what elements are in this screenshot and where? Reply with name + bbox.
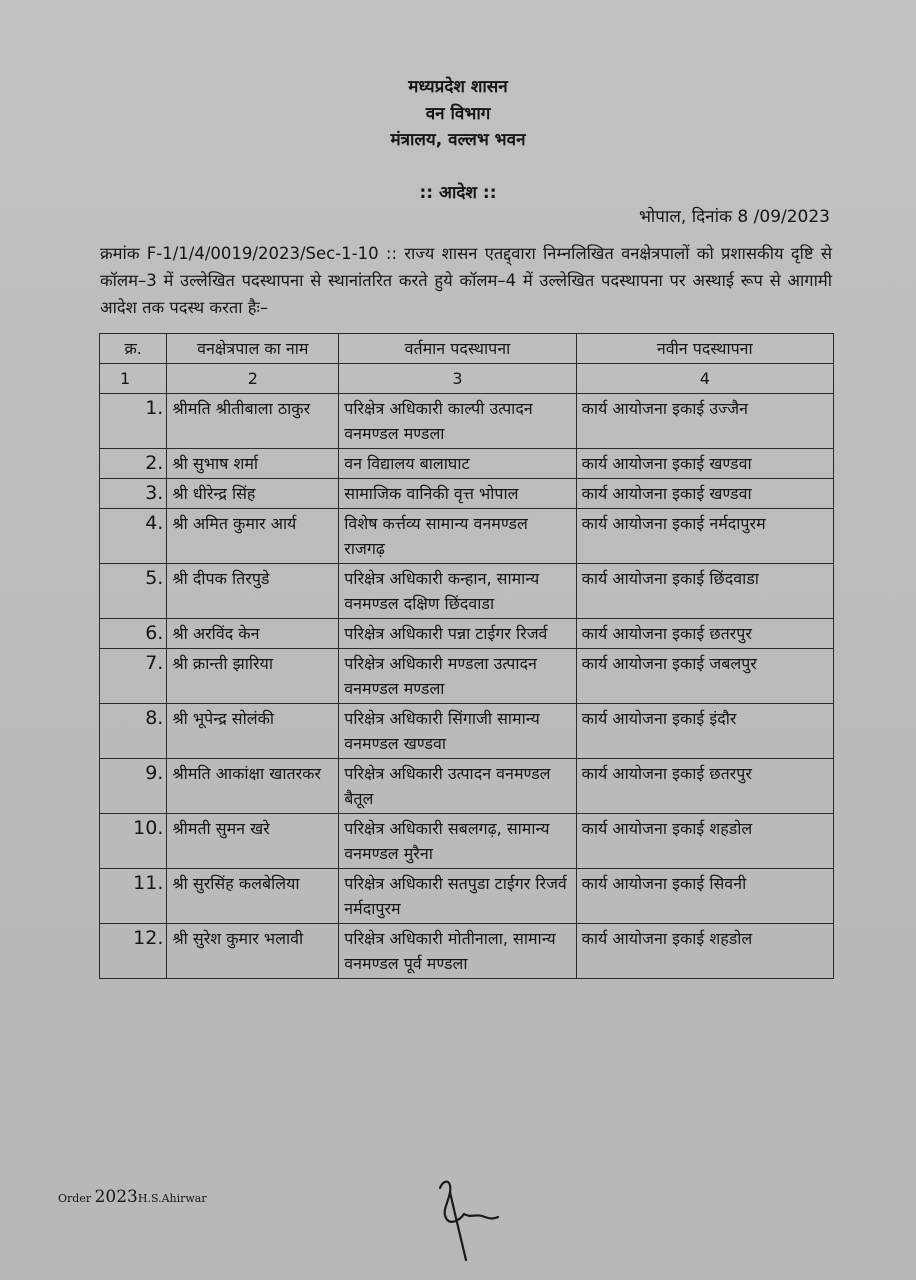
row-sno: 4.: [100, 509, 167, 564]
footer-reference: [58, 1187, 207, 1207]
table-row: [100, 649, 834, 704]
table-row: [100, 479, 834, 509]
row-name: श्री सुरसिंह कलबेलिया: [167, 869, 339, 924]
row-name: श्री धीरेन्द्र सिंह: [167, 479, 339, 509]
footer-prefix: Order: [58, 1192, 92, 1205]
row-name: श्रीमति श्रीतीबाला ठाकुर: [167, 394, 339, 449]
col-number: 2: [167, 364, 339, 394]
row-current-posting: परिक्षेत्र अधिकारी कन्हान, सामान्य वनमण्डल दक्षिण छिंदवाडा: [339, 564, 576, 619]
signature-icon: [430, 1170, 510, 1265]
row-name: श्री अमित कुमार आर्य: [167, 509, 339, 564]
header-current-posting: वर्तमान पदस्थापना: [339, 334, 576, 364]
row-new-posting: कार्य आयोजना इकाई जबलपुर: [576, 649, 833, 704]
row-new-posting: कार्य आयोजना इकाई नर्मदापुरम: [576, 509, 833, 564]
row-current-posting: वन विद्यालय बालाघाट: [339, 449, 576, 479]
table-row: [100, 449, 834, 479]
row-current-posting: परिक्षेत्र अधिकारी उत्पादन वनमण्डल बैतूल: [339, 759, 576, 814]
department-title: वन विभाग: [425, 104, 491, 124]
header-name: वनक्षेत्रपाल का नाम: [167, 334, 339, 364]
row-current-posting: परिक्षेत्र अधिकारी काल्पी उत्पादन वनमण्डल मण्डला: [339, 394, 576, 449]
row-name: श्री क्रान्ती झारिया: [167, 649, 339, 704]
row-name: श्री अरविंद केन: [167, 619, 339, 649]
column-number-row: [100, 364, 834, 394]
table-row: [100, 394, 834, 449]
row-new-posting: कार्य आयोजना इकाई शहडोल: [576, 814, 833, 869]
row-current-posting: परिक्षेत्र अधिकारी सिंगाजी सामान्य वनमण्डल खण्डवा: [339, 704, 576, 759]
order-title: :: आदेश ::: [419, 183, 497, 203]
row-new-posting: कार्य आयोजना इकाई शहडोल: [576, 924, 833, 979]
table-row: [100, 759, 834, 814]
row-current-posting: परिक्षेत्र अधिकारी सबलगढ़, सामान्य वनमण्डल मुरैना: [339, 814, 576, 869]
place-date: भोपाल, दिनांक 8 /09/2023: [638, 207, 830, 227]
row-name: श्रीमति आकांक्षा खातरकर: [167, 759, 339, 814]
row-sno: 9.: [100, 759, 167, 814]
row-new-posting: कार्य आयोजना इकाई इंदौर: [576, 704, 833, 759]
row-name: श्री भूपेन्द्र सोलंकी: [167, 704, 339, 759]
table-row: [100, 704, 834, 759]
table-row: [100, 869, 834, 924]
row-sno: 7.: [100, 649, 167, 704]
row-sno: 2.: [100, 449, 167, 479]
table-row: [100, 924, 834, 979]
row-sno: 5.: [100, 564, 167, 619]
table-header-row: [100, 334, 834, 364]
row-new-posting: कार्य आयोजना इकाई छतरपुर: [576, 619, 833, 649]
row-sno: 11.: [100, 869, 167, 924]
row-current-posting: परिक्षेत्र अधिकारी सतपुडा टाईगर रिजर्व नर्मदापुरम: [339, 869, 576, 924]
row-name: श्री सुभाष शर्मा: [167, 449, 339, 479]
footer-year: 2023: [94, 1187, 138, 1207]
table-row: [100, 814, 834, 869]
row-current-posting: परिक्षेत्र अधिकारी मोतीनाला, सामान्य वनमण्डल पूर्व मण्डला: [339, 924, 576, 979]
govt-title: मध्यप्रदेश शासन: [408, 77, 508, 97]
header-sno: क्र.: [100, 334, 167, 364]
row-new-posting: कार्य आयोजना इकाई उज्जैन: [576, 394, 833, 449]
table-row: [100, 619, 834, 649]
row-current-posting: विशेष कर्त्तव्य सामान्य वनमण्डल राजगढ़: [339, 509, 576, 564]
transfer-table: [99, 333, 834, 979]
row-new-posting: कार्य आयोजना इकाई छतरपुर: [576, 759, 833, 814]
row-new-posting: कार्य आयोजना इकाई खण्डवा: [576, 479, 833, 509]
row-sno: 6.: [100, 619, 167, 649]
row-sno: 10.: [100, 814, 167, 869]
col-number: 3: [339, 364, 576, 394]
col-number: 4: [576, 364, 833, 394]
row-new-posting: कार्य आयोजना इकाई सिवनी: [576, 869, 833, 924]
row-sno: 8.: [100, 704, 167, 759]
row-name: श्रीमती सुमन खरे: [167, 814, 339, 869]
row-name: श्री दीपक तिरपुडे: [167, 564, 339, 619]
ministry-address: मंत्रालय, वल्लभ भवन: [390, 130, 526, 150]
col-number: 1: [100, 364, 167, 394]
row-current-posting: परिक्षेत्र अधिकारी मण्डला उत्पादन वनमण्डल मण्डला: [339, 649, 576, 704]
table-row: [100, 564, 834, 619]
row-new-posting: कार्य आयोजना इकाई छिंदवाडा: [576, 564, 833, 619]
table-row: [100, 509, 834, 564]
row-name: श्री सुरेश कुमार भलावी: [167, 924, 339, 979]
row-new-posting: कार्य आयोजना इकाई खण्डवा: [576, 449, 833, 479]
row-current-posting: सामाजिक वानिकी वृत्त भोपाल: [339, 479, 576, 509]
footer-author: H.S.Ahirwar: [137, 1192, 207, 1205]
row-sno: 3.: [100, 479, 167, 509]
order-paragraph: क्रमांक F-1/1/4/0019/2023/Sec-1-10 :: राज्य शासन एतद्द्वारा निम्नलिखित वनक्षेत्रपालों को प्रशासकीय दृष्टि से कॉलम–3 में उल्लेखित पदस्थापना से स्थानांतरित करते हुये कॉलम–4 में उल्लेखित पदस्थापना पर अस्थाई रूप से आगामी आदेश तक पदस्थ करता हैः–: [100, 244, 832, 317]
row-sno: 12.: [100, 924, 167, 979]
row-current-posting: परिक्षेत्र अधिकारी पन्ना टाईगर रिजर्व: [339, 619, 576, 649]
row-sno: 1.: [100, 394, 167, 449]
header-new-posting: नवीन पदस्थापना: [576, 334, 833, 364]
